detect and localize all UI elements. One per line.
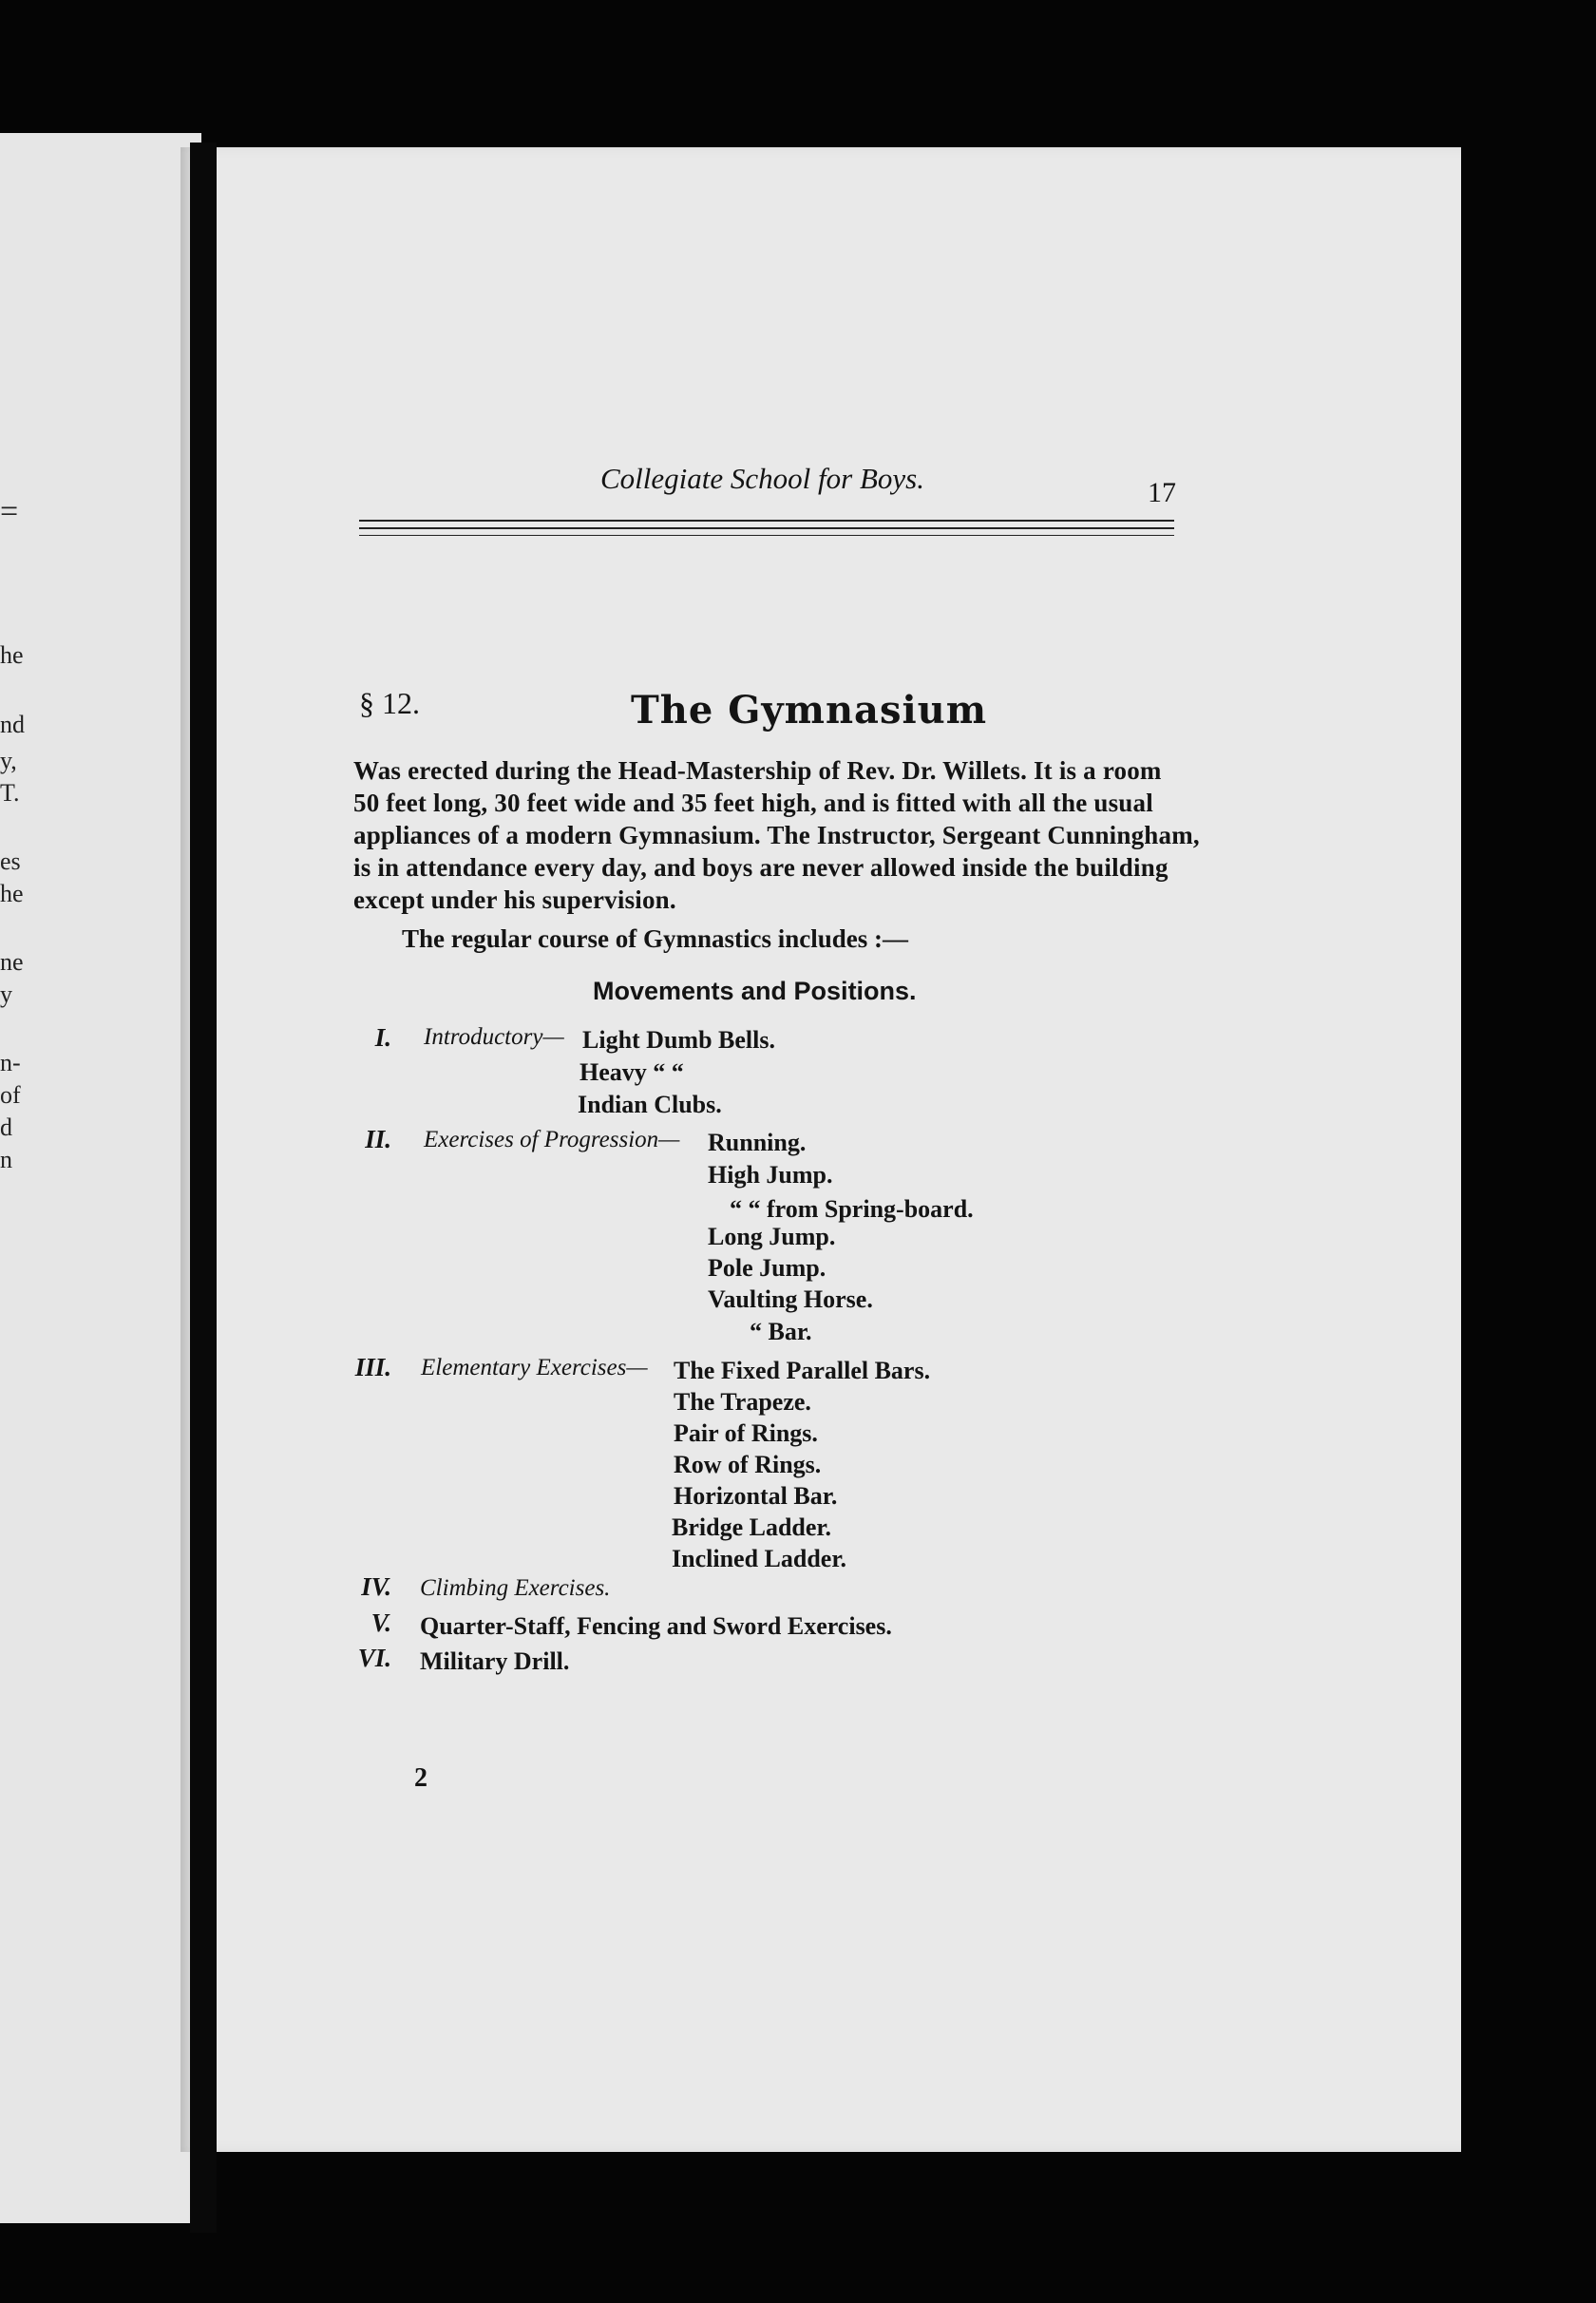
roman-numeral: V. bbox=[370, 1608, 391, 1637]
course-item: Quarter-Staff, Fencing and Sword Exercises. bbox=[420, 1612, 892, 1640]
header-rule bbox=[359, 535, 1174, 536]
category-label: Climbing Exercises. bbox=[420, 1575, 611, 1601]
left-page-fragment: es bbox=[0, 847, 21, 875]
course-item: Inclined Ladder. bbox=[672, 1545, 846, 1572]
category-label: Exercises of Progression— bbox=[424, 1127, 680, 1152]
course-item: Heavy “ “ bbox=[580, 1058, 684, 1086]
left-page-fragment: y bbox=[0, 980, 12, 1008]
page-number: 17 bbox=[1148, 477, 1176, 508]
section-title: The Gymnasium bbox=[631, 688, 988, 733]
left-page-fragment: y, bbox=[0, 747, 17, 774]
running-header-title: Collegiate School for Boys. bbox=[600, 462, 924, 495]
left-page-fragment: = bbox=[0, 494, 19, 529]
roman-numeral: III. bbox=[354, 1353, 391, 1381]
paragraph-line: is in attendance every day, and boys are never allowed inside the building bbox=[353, 853, 1168, 882]
left-page-fragment: d bbox=[0, 1113, 12, 1141]
course-item: The Fixed Parallel Bars. bbox=[674, 1357, 931, 1384]
header-rule bbox=[359, 520, 1174, 522]
left-page-fragment: of bbox=[0, 1081, 21, 1109]
course-item: “ “ from Spring-board. bbox=[730, 1195, 974, 1223]
course-item: Horizontal Bar. bbox=[674, 1482, 838, 1510]
paragraph-line: except under his supervision. bbox=[353, 885, 676, 914]
book-gutter bbox=[190, 143, 217, 2233]
category-label: Elementary Exercises— bbox=[421, 1355, 648, 1380]
course-item: Bridge Ladder. bbox=[672, 1513, 832, 1541]
course-item: Running. bbox=[708, 1129, 807, 1156]
left-page-fragment: n- bbox=[0, 1049, 21, 1076]
left-page-fragment: ne bbox=[0, 948, 24, 976]
left-page-fragment: he bbox=[0, 880, 24, 907]
roman-numeral: I. bbox=[374, 1023, 391, 1052]
paragraph-line: 50 feet long, 30 feet wide and 35 feet high, and is fitted with all the usual bbox=[353, 789, 1153, 817]
header-rule bbox=[359, 527, 1174, 529]
course-item: Indian Clubs. bbox=[578, 1091, 722, 1118]
course-item: Pole Jump. bbox=[708, 1254, 826, 1282]
left-page-fragment: T. bbox=[0, 779, 20, 807]
paragraph-line: appliances of a modern Gymnasium. The Instructor, Sergeant Cunningham, bbox=[353, 821, 1200, 849]
roman-numeral: IV. bbox=[361, 1572, 391, 1601]
left-page-fragment: nd bbox=[0, 711, 25, 738]
course-item: Vaulting Horse. bbox=[708, 1285, 873, 1313]
left-page-fragment: he bbox=[0, 641, 24, 669]
course-item: Row of Rings. bbox=[674, 1451, 822, 1478]
roman-numeral: VI. bbox=[357, 1644, 391, 1672]
left-facing-page bbox=[0, 133, 201, 2223]
course-item: Pair of Rings. bbox=[674, 1419, 818, 1447]
section-number: § 12. bbox=[359, 686, 420, 720]
left-page-fragment: n bbox=[0, 1146, 12, 1173]
course-item: Light Dumb Bells. bbox=[582, 1026, 775, 1054]
roman-numeral: II. bbox=[365, 1125, 391, 1153]
course-item: Military Drill. bbox=[420, 1647, 570, 1675]
course-item: High Jump. bbox=[708, 1161, 833, 1189]
course-intro: The regular course of Gymnastics includes :— bbox=[402, 924, 908, 953]
course-item: The Trapeze. bbox=[674, 1388, 811, 1416]
category-label: Introductory— bbox=[424, 1024, 564, 1050]
course-item: “ Bar. bbox=[750, 1318, 812, 1345]
course-subheading: Movements and Positions. bbox=[593, 977, 917, 1005]
paragraph-line: Was erected during the Head-Mastership of Rev. Dr. Willets. It is a room bbox=[353, 756, 1162, 785]
signature-mark: 2 bbox=[414, 1763, 428, 1793]
course-item: Long Jump. bbox=[708, 1223, 836, 1250]
